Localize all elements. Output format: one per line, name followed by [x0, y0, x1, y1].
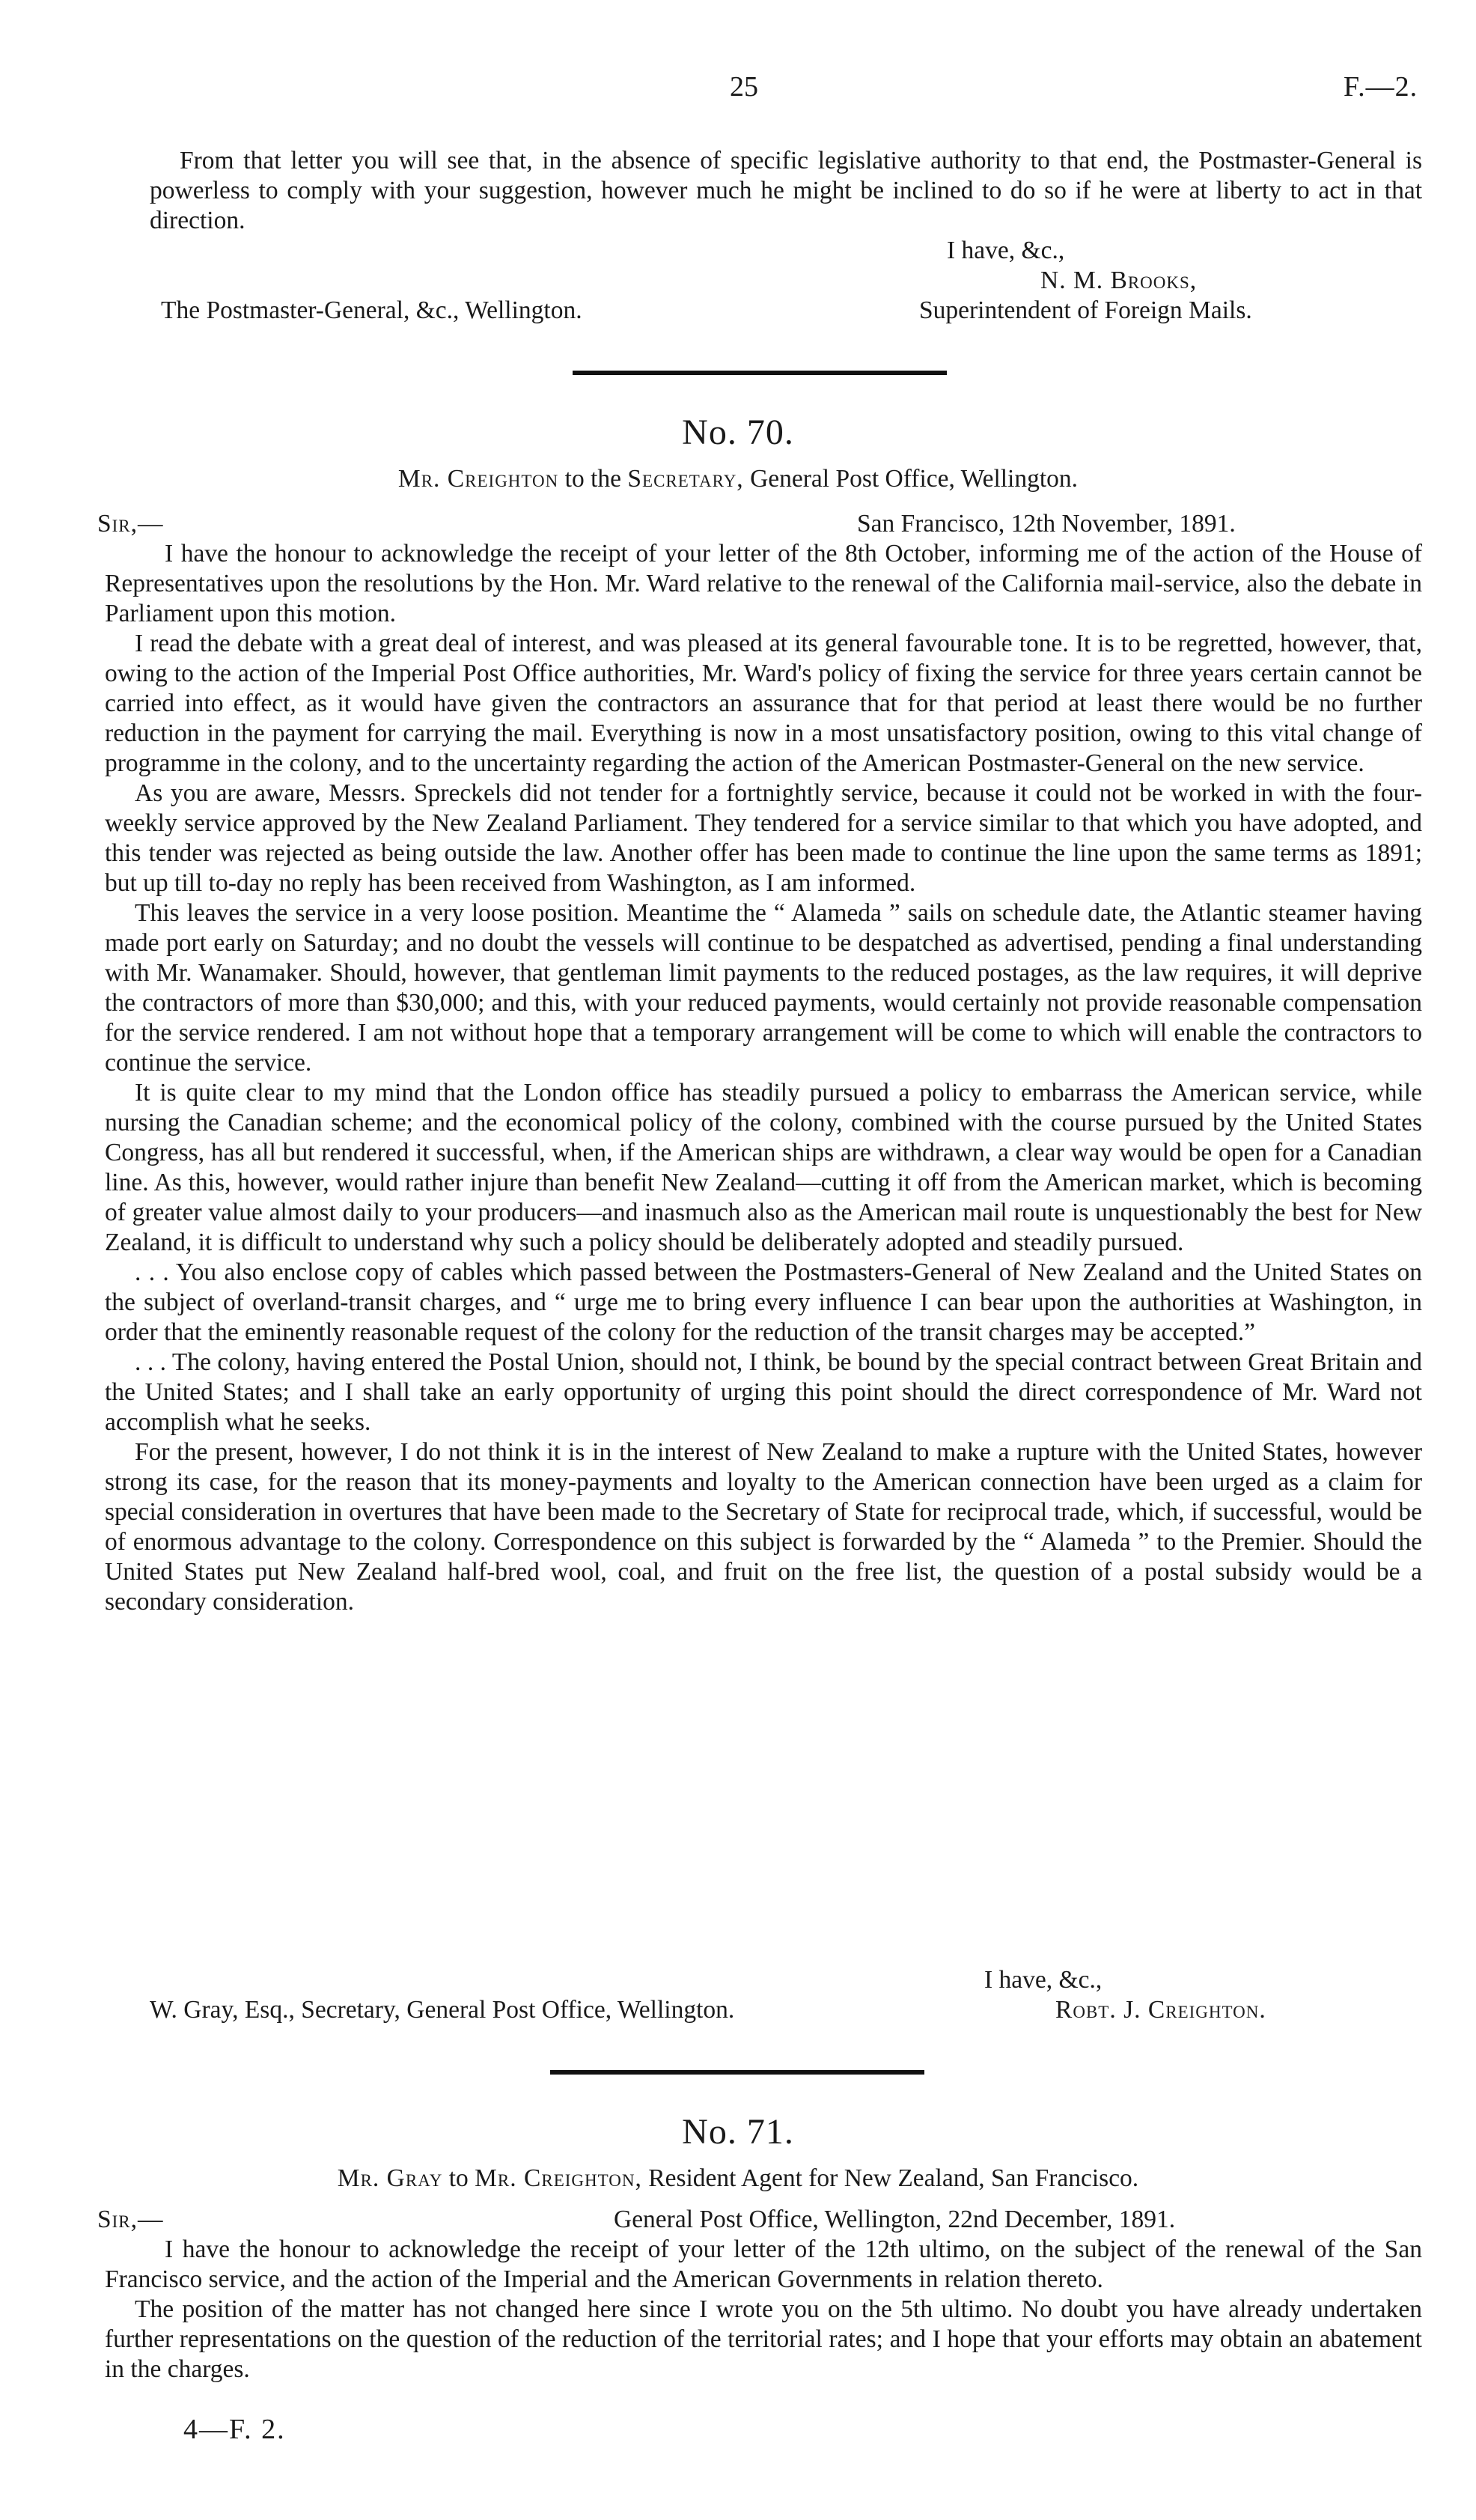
paragraph: I read the debate with a great deal of interest, and was pleased at its general favourable tone. It is to be regretted, however, that, owing to the action of the Imperial Post Office authorities, Mr. Ward's policy of fixing the service for three years certain cannot be carried into effect, as it would have given the contractors an assurance that for that period at least there would be no further reduction in the payment for carrying the mail. Everything is now in a most unsatisfactory position, owing to this vital change of programme in the colony, and to the uncertainty regarding the action of the American Postmaster-General on the new service. [105, 630, 1422, 777]
recipient-name: Secretary, [627, 465, 744, 493]
paragraph: As you are aware, Messrs. Spreckels did not tender for a fortnightly service, because it could not be worked in with the four-weekly service approved by the New Zealand Parliament. They tendered for a service similar to that which you have adopted, and this tender was rejected as being outside the law. Another offer has been made to continue the line upon the same terms as 1891; but up till to-day no reply has been received from Washington, as I am informed. [105, 779, 1422, 897]
closing-formula: I have, &c., [947, 237, 1065, 264]
place-date: San Francisco, 12th November, 1891. [857, 510, 1236, 538]
sender-name: Mr. Creighton [397, 465, 559, 493]
section-divider [573, 371, 947, 375]
heading-connector: to the [564, 465, 622, 493]
place-date: General Post Office, Wellington, 22nd December, 1891. [614, 2206, 1176, 2233]
paragraph: For the present, however, I do not think it is in the interest of New Zealand to make a rupture with the United States, however strong its case, for the reason that its money-payments and loyalty to the American connection have been urged as a claim for special consideration in overtures that have been made to the Secretary of State for reciprocal trade, which, if successful, would be of enormous advantage to the colony. Correspondence on this subject is forwarded by the “ Alameda ” to the Premier. Should the United States put New Zealand half-bred wool, coal, and fruit on the free list, the question of a postal subsidy would be a secondary consideration. [105, 1438, 1422, 1616]
letter-heading [0, 464, 1476, 494]
paragraph: From that letter you will see that, in the absence of specific legislative authority to that end, the Postmaster-General is powerless to comply with your suggestion, however much he might be inclined to do so if he were at liberty to act in that direction. [150, 147, 1422, 234]
paragraph: . . . You also enclose copy of cables which passed between the Postmasters-General of New Zealand and the United States on the subject of overland-transit charges, and “ urge me to bring every influence I can bear upon the authorities at Washington, in order that the eminently reasonable request of the colony for the reduction of the transit charges may be accepted.” [105, 1259, 1422, 1346]
page-number: 25 [730, 71, 758, 103]
signatory-name: N. M. Brooks, [1040, 267, 1198, 294]
addressee: The Postmaster-General, &c., Wellington. [161, 296, 582, 324]
paragraph: The position of the matter has not changed here since I wrote you on the 5th ultimo. No doubt you have already undertaken further representations on the question of the reduction of the territorial rates; and I hope that your efforts may obtain an abatement in the charges. [105, 2295, 1422, 2383]
recipient-place: Resident Agent for New Zealand, San Francisco. [648, 2164, 1139, 2192]
letter-body [105, 2235, 1422, 2384]
printer-signature-mark: 4—F. 2. [183, 2414, 286, 2445]
section-divider [550, 2070, 924, 2075]
letter-number: No. 70. [682, 413, 794, 452]
heading-connector: to [448, 2164, 469, 2192]
letter-body [105, 539, 1422, 1617]
recipient-place: General Post Office, Wellington. [750, 465, 1079, 493]
letter-heading [0, 2164, 1476, 2194]
paragraph: This leaves the service in a very loose position. Meantime the “ Alameda ” sails on schedule date, the Atlantic steamer having made port early on Saturday; and no doubt the vessels will continue to be despatched as advertised, pending a final understanding with Mr. Wanamaker. Should, however, that gentleman limit payments to the reduced postages, as the law requires, it will deprive the contractors of more than $30,000; and this, with your reduced payments, would certainly not provide reasonable compensation for the service rendered. I am not without hope that a temporary arrangement will be come to which will enable the contractors to continue the service. [105, 899, 1422, 1077]
paragraph: It is quite clear to my mind that the London office has steadily pursued a policy to embarrass the American service, while nursing the Canadian scheme; and the economical policy of the colony, combined with the course pursued by the United States Congress, has all but rendered it successful, when, if the American ships are withdrawn, a clear way would be open for a Canadian line. As this, however, would rather injure than benefit New Zealand—cutting it off from the American market, which is becoming of greater value almost daily to your producers—and inasmuch also as the American mail route is unquestionably the best for New Zealand, it is difficult to understand why such a policy should be deliberately adopted and steadily pursued. [105, 1079, 1422, 1256]
paragraph: . . . The colony, having entered the Postal Union, should not, I think, be bound by the special contract between Great Britain and the United States; and I shall take an early opportunity of urging this point should the direct correspondence of Mr. Ward not accomplish what he seeks. [105, 1348, 1422, 1436]
signatory-name: Robt. J. Creighton. [1055, 1996, 1266, 2024]
previous-letter-closing [150, 146, 1422, 236]
salutation: Sir,— [97, 510, 164, 538]
salutation: Sir,— [97, 2206, 164, 2233]
paragraph: I have the honour to acknowledge the receipt of your letter of the 8th October, informing me of the action of the House of Representatives upon the resolutions by the Hon. Mr. Ward relative to the renewal of the California mail-service, also the debate in Parliament upon this motion. [105, 540, 1422, 627]
letter-number: No. 71. [682, 2112, 794, 2152]
recipient-name: Mr. Creighton, [475, 2164, 642, 2192]
document-reference: F.—2. [1344, 71, 1418, 103]
signatory-title: Superintendent of Foreign Mails. [919, 296, 1252, 324]
paragraph: I have the honour to acknowledge the receipt of your letter of the 12th ultimo, on the subject of the renewal of the San Francisco service, and the action of the Imperial and the American Governments in relation thereto. [105, 2236, 1422, 2293]
closing-formula: I have, &c., [984, 1966, 1103, 1994]
sender-name: Mr. Gray [337, 2164, 443, 2192]
addressee: W. Gray, Esq., Secretary, General Post Office, Wellington. [150, 1996, 735, 2024]
